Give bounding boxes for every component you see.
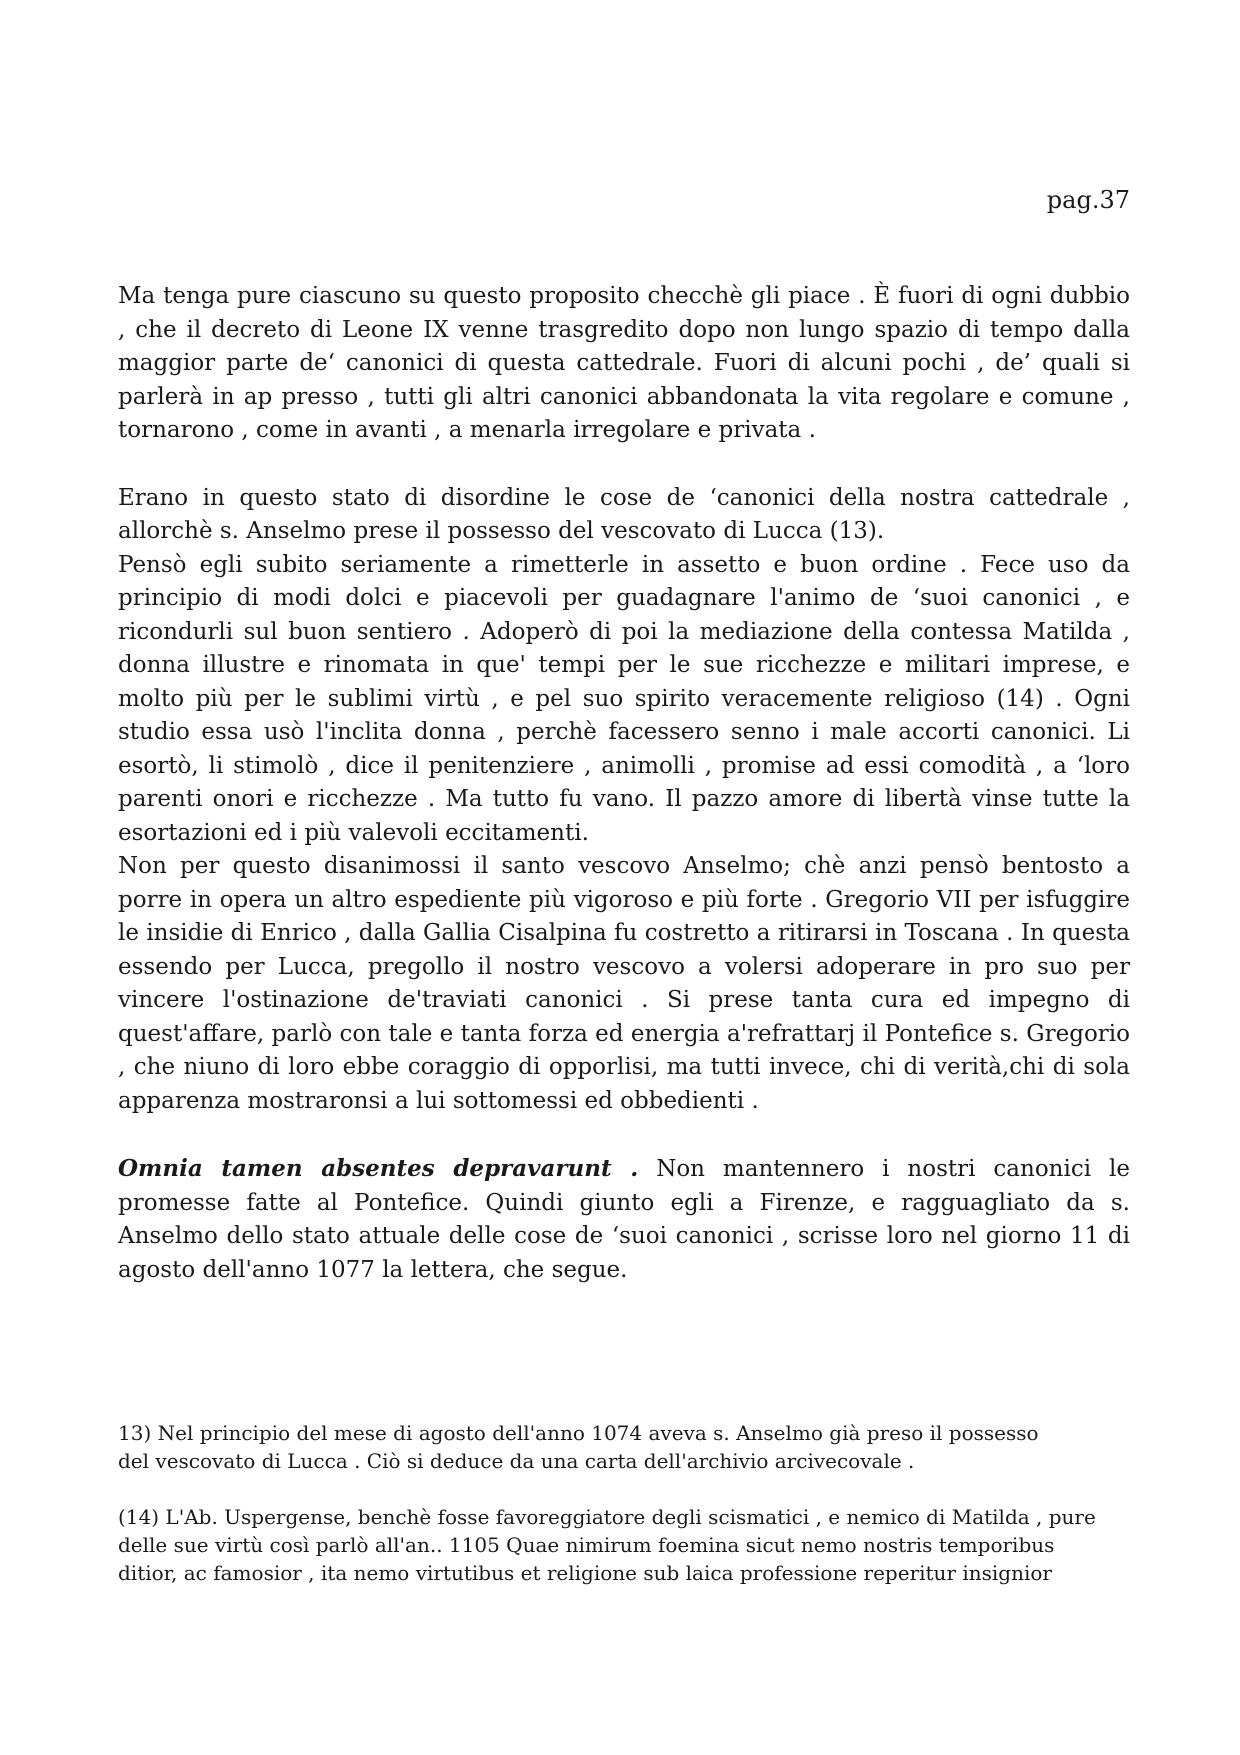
paragraph-decree: Ma tenga pure ciascuno su questo proposito checchè gli piace . È fuori di ogni dubbio , che il decreto di Leone IX venne trasgredito dopo non lungo spazio di tempo dalla maggior parte de‘ canonici di questa cattedrale. Fuori di alcuni pochi , de’ quali si parlerà in ap presso , tutti gli altri canonici abbandonata la vita regolare e comune , tornarono , come in avanti , a menarla irregolare e privata . — [118, 283, 1130, 443]
paragraph-matilda: Pensò egli subito seriamente a rimetterle in assetto e buon ordine . Fece uso da principio di modi dolci e piacevoli per guadagnare l'animo de ‘suoi canonici , e ricondurli sul buon sentiero . Adoperò di poi la mediazione della contessa Matilda , donna illustre e rinomata in que' tempi per le sue ricchezze e militari imprese, e molto più per le sublimi virtù , e pel suo spirito veracemente religioso (14) . Ogni studio essa usò l'inclita donna , perchè facessero senno i male accorti canonici. Li esortò, li stimolò , dice il penitenziere , animolli , promise ad essi comodità , a ‘loro parenti onori e ricchezze . Ma tutto fu vano. Il pazzo amore di libertà vinse tutte la esortazioni ed i più valevoli eccitamenti. — [118, 551, 1130, 846]
footnote-14-line-1: (14) L'Ab. Uspergense, benchè fosse favoreggiatore degli scismatici , e nemico di Matilda , pure — [118, 1505, 1096, 1529]
footnotes — [118, 1419, 1130, 1587]
footnote-14 — [118, 1503, 1130, 1587]
latin-lead-phrase: Omnia tamen absentes depravarunt . — [118, 1155, 639, 1182]
paragraph-gregory: Non per questo disanimossi il santo vescovo Anselmo; chè anzi pensò bentosto a porre in opera un altro espediente più vigoroso e più forte . Gregorio VII per isfuggire le insidie di Enrico , dalla Gallia Cisalpina fu costretto a ritirarsi in Toscana . In questa essendo per Lucca, pregollo il nostro vescovo a volersi adoperare in pro suo per vincere l'ostinazione de'traviati canonici . Si prese tanta cura ed impegno di quest'affare, parlò con tale e tanta forza ed energia a'refrattarj il Pontefice s. Gregorio , che niuno di loro ebbe coraggio di opporlisi, ma tutti invece, chi di verità,chi di sola apparenza mostraronsi a lui sottomessi ed obbedienti . — [118, 853, 1130, 1114]
paragraph-disorder: Erano in questo stato di disordine le cose de ‘canonici della nostra cattedrale , allorchè s. Anselmo prese il possesso del vescovato di Lucca (13). — [118, 484, 1130, 544]
paragraph-omnia-text: Non mantennero i nostri canonici le promesse fatte al Pontefice. Quindi giunto egli a Firenze, e ragguagliato da s. Anselmo dello stato attuale delle cose de ‘suoi canonici , scrisse loro nel giorno 11 di agosto dell'anno 1077 la lettera, che segue. — [118, 1156, 1130, 1283]
main-text — [118, 280, 1130, 1287]
footnote-13-line-2: del vescovato di Lucca . Ciò si deduce da una carta dell'archivio arcivecovale . — [118, 1449, 915, 1473]
page-number: pag.37 — [1046, 186, 1130, 214]
paragraph-omnia — [118, 1152, 1130, 1287]
footnote-13-line-1: 13) Nel principio del mese di agosto dell'anno 1074 aveva s. Anselmo già preso il possesso — [118, 1421, 1039, 1445]
footnote-14-line-2: delle sue virtù così parlò all'an.. 1105 Quae nimirum foemina sicut nemo nostris temporibus — [118, 1533, 1055, 1557]
footnote-13 — [118, 1419, 1130, 1475]
footnote-14-line-3: ditior, ac famosior , ita nemo virtutibus et religione sub laica professione reperitur insignior — [118, 1561, 1052, 1585]
